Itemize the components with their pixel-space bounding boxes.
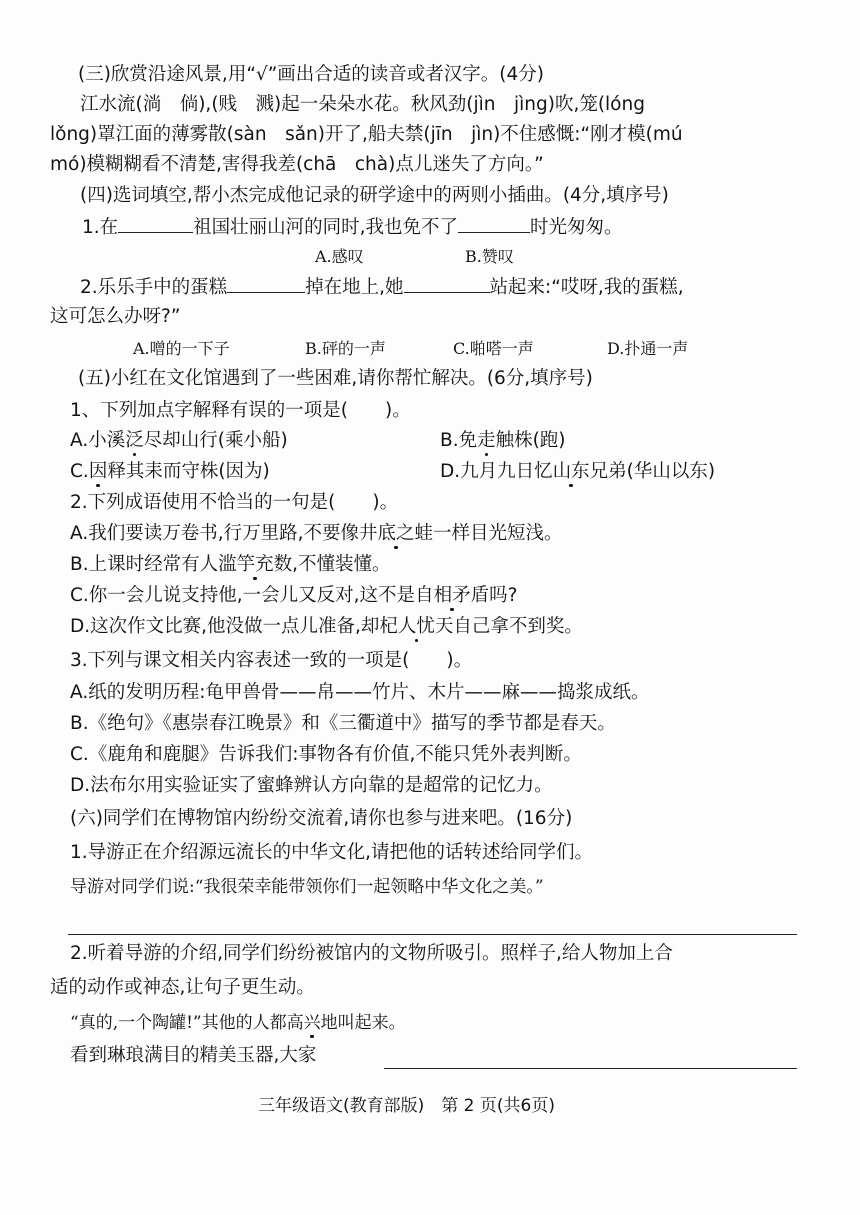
s5-q2-option-a: A.我们要读万卷书,行万里路,不要像井底之蛙一样目光短浅。	[70, 523, 563, 544]
section-3-title: (三)欣赏沿途风景,用“√”画出合适的读音或者汉字。(4分)	[78, 64, 544, 85]
answer-blank[interactable]	[458, 214, 530, 233]
dotted-char: 山东	[552, 461, 590, 482]
section-6-q2-task: 看到琳琅满目的精美玉器,大家	[70, 1045, 317, 1066]
s5-q2-option-c: C.你一会儿说支持他,一会儿又反对,这不是自相矛盾吗?	[70, 585, 518, 606]
q2-option-c: C.啪嗒一声	[453, 339, 534, 358]
q2-text-b: 掉在地上,她	[305, 277, 404, 298]
dotted-char: 走	[477, 430, 496, 451]
q2-option-a: A.噌的一下子	[133, 339, 230, 358]
s5-q1-option-c: C.因释其耒而守株(因为)	[70, 461, 270, 482]
answer-blank[interactable]	[227, 274, 305, 293]
section-6-q2-line-2: 适的动作或神态,让句子更生动。	[50, 977, 315, 998]
example-sentence: “真的,一个陶罐!”其他的人都高兴地叫起来。	[70, 1013, 406, 1033]
s5-q3-option-b: B.《绝句》《惠崇春江晚景》和《三衢道中》描写的季节都是春天。	[70, 713, 616, 734]
answer-line[interactable]	[384, 1068, 797, 1069]
dotted-char: 滥竽充数	[218, 554, 293, 575]
answer-line[interactable]	[68, 934, 797, 935]
guide-quote: 导游对同学们说:“我很荣幸能带领你们一起领略中华文化之美。”	[70, 877, 544, 897]
section-4-title: (四)选词填空,帮小杰完成他记录的研学途中的两则小插曲。(4分,填序号)	[80, 185, 669, 206]
answer-blank[interactable]	[404, 274, 490, 293]
q1-option-a: A.感叹	[315, 247, 364, 266]
dotted-char: 井底之蛙	[358, 523, 433, 544]
q2-option-b: B.砰的一声	[305, 339, 386, 358]
section-4-q2	[80, 274, 684, 301]
q1-text-c: 时光匆匆。	[530, 217, 623, 238]
s5-q3-option-a: A.纸的发明历程:龟甲兽骨——帛——竹片、木片——麻——捣浆成纸。	[70, 682, 650, 703]
s5-q1-option-b: B.免走触株(跑)	[440, 430, 566, 451]
q1-text-b: 祖国壮丽山河的同时,我也免不了	[193, 217, 459, 238]
dotted-char: 泛	[125, 430, 144, 451]
q1-option-b: B.赞叹	[465, 247, 514, 266]
q2-text-a: 2.乐乐手中的蛋糕	[80, 277, 228, 298]
section-3-line-3: mó)模糊糊看不清楚,害得我差(chā chà)点儿迷失了方向。”	[50, 154, 544, 175]
s5-q3-option-c: C.《鹿角和鹿腿》告诉我们:事物各有价值,不能只凭外表判断。	[70, 744, 582, 765]
q2-text-c: 站起来:“哎呀,我的蛋糕,	[489, 277, 684, 298]
section-3-line-2: lǒng)罩江面的薄雾散(sàn sǎn)开了,船夫禁(jīn jìn)不住感慨:“刚才模(mú	[50, 124, 683, 145]
dotted-char: 杞人忧天	[379, 616, 454, 637]
page-footer: 三年级语文(教育部版) 第 2 页(共6页)	[258, 1096, 555, 1116]
s5-q2-option-d: D.这次作文比赛,他没做一点儿准备,却杞人忧天自己拿不到奖。	[70, 616, 583, 637]
s5-q1-option-d: D.九月九日忆山东兄弟(华山以东)	[440, 461, 716, 482]
q2-option-d: D.扑通一声	[607, 339, 689, 358]
section-6-q2-line-1: 2.听着导游的介绍,同学们纷纷被馆内的文物所吸引。照样子,给人物加上合	[70, 943, 673, 964]
section-5-q3: 3.下列与课文相关内容表述一致的一项是( )。	[70, 650, 473, 671]
section-4-q2-cont: 这可怎么办呀?”	[50, 306, 181, 327]
dotted-char: 因	[88, 461, 108, 482]
s5-q1-option-a: A.小溪泛尽却山行(乘小船)	[70, 430, 288, 451]
s5-q2-option-b: B.上课时经常有人滥竽充数,不懂装懂。	[70, 554, 391, 575]
section-3-line-1: 江水流(淌 倘),(贱 溅)起一朵朵水花。秋风劲(jìn jìng)吹,笼(lóng	[80, 94, 645, 115]
section-4-q1	[82, 214, 623, 241]
s5-q3-option-d: D.法布尔用实验证实了蜜蜂辨认方向靠的是超常的记忆力。	[70, 775, 553, 796]
section-5-q1: 1、下列加点字解释有误的一项是( )。	[70, 400, 411, 421]
q1-text-a: 1.在	[82, 217, 119, 238]
section-6-title: (六)同学们在博物馆内纷纷交流着,请你也参与进来吧。(16分)	[70, 808, 573, 829]
section-5-q2: 2.下列成语使用不恰当的一句是( )。	[70, 492, 399, 513]
dotted-char: 高兴地	[286, 1013, 338, 1033]
section-6-q1: 1.导游正在介绍源远流长的中华文化,请把他的话转述给同学们。	[70, 842, 594, 863]
dotted-char: 自相矛盾	[415, 585, 490, 606]
answer-blank[interactable]	[118, 214, 193, 233]
section-5-title: (五)小红在文化馆遇到了一些困难,请你帮忙解决。(6分,填序号)	[78, 368, 593, 389]
